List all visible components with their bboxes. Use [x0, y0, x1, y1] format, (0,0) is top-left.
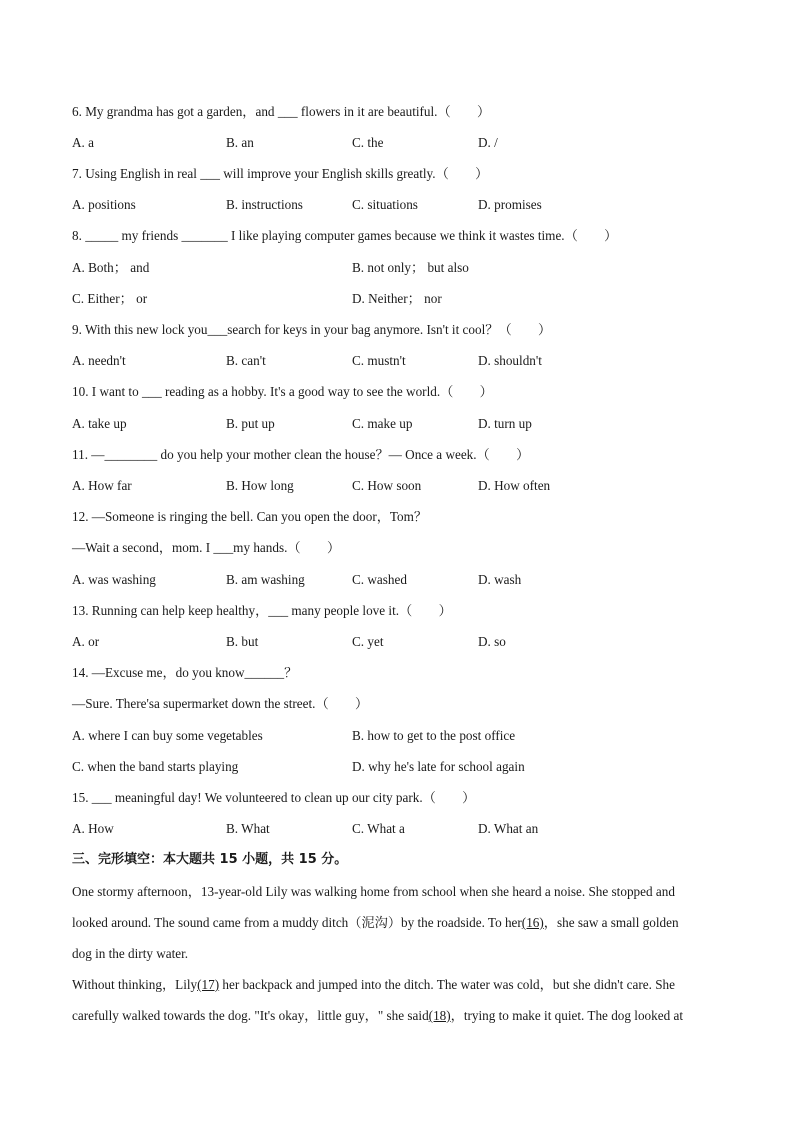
- question-9-options: [72, 353, 732, 369]
- option-c: C. when the band starts playing: [72, 759, 239, 774]
- option-b: B. instructions: [226, 197, 303, 212]
- question-12-stem: 12. —Someone is ringing the bell. Can you open the door，Tom？: [72, 509, 428, 524]
- option-c: C. What a: [352, 821, 405, 836]
- question-14-options-row1: [72, 728, 732, 744]
- option-d: D. wash: [478, 572, 522, 587]
- option-c: C. yet: [352, 634, 384, 649]
- option-b: B. can't: [226, 353, 266, 368]
- question-11-options: [72, 478, 732, 494]
- question-13-options: [72, 634, 732, 650]
- option-a: A. positions: [72, 197, 136, 212]
- question-7-options: [72, 197, 732, 213]
- option-b: B. How long: [226, 478, 294, 493]
- option-a: A. was washing: [72, 572, 156, 587]
- question-13-stem: 13. Running can help keep healthy，___ many people love it.（ ）: [72, 603, 452, 618]
- question-12-options: [72, 572, 732, 588]
- option-b: B. not only； but also: [352, 260, 469, 275]
- option-b: B. an: [226, 135, 254, 150]
- passage-text: ，she saw a small golden: [543, 915, 679, 930]
- passage-line: One stormy afternoon，13-year-old Lily was walking home from school when she heard a noise. She stopped and: [72, 884, 675, 899]
- option-d: D. why he's late for school again: [352, 759, 525, 774]
- option-a: A. take up: [72, 416, 127, 431]
- option-c: C. situations: [352, 197, 418, 212]
- option-c: C. mustn't: [352, 353, 406, 368]
- option-b: B. put up: [226, 416, 275, 431]
- passage-text: her backpack and jumped into the ditch. The water was cold，but she didn't care. She: [219, 977, 675, 992]
- option-d: D. so: [478, 634, 506, 649]
- option-c: C. Either； or: [72, 291, 148, 306]
- question-12-stem-reply: —Wait a second，mom. I ___my hands.（ ）: [72, 540, 341, 555]
- option-a: A. needn't: [72, 353, 126, 368]
- blank-17: (17): [197, 977, 220, 992]
- passage-line: dog in the dirty water.: [72, 946, 189, 961]
- question-11-stem: 11. —________ do you help your mother clean the house？— Once a week.（ ）: [72, 447, 530, 462]
- question-8-options-row1: [72, 260, 732, 276]
- option-c: C. make up: [352, 416, 413, 431]
- option-b: B. but: [226, 634, 259, 649]
- passage-text: Without thinking，Lily: [72, 977, 198, 992]
- option-b: B. What: [226, 821, 270, 836]
- question-8-options-row2: [72, 291, 732, 307]
- option-d: D. turn up: [478, 416, 532, 431]
- passage-line: [72, 915, 679, 931]
- option-b: B. how to get to the post office: [352, 728, 516, 743]
- passage-text: ，trying to make it quiet. The dog looked at: [450, 1008, 683, 1023]
- option-b: B. am washing: [226, 572, 305, 587]
- question-6-options: [72, 135, 732, 151]
- question-8-stem: 8. _____ my friends _______ I like playing computer games because we think it wastes time.（ ）: [72, 228, 618, 243]
- option-d: D. Neither； nor: [352, 291, 442, 306]
- option-c: C. How soon: [352, 478, 422, 493]
- option-d: D. promises: [478, 197, 542, 212]
- question-10-stem: 10. I want to ___ reading as a hobby. It's a good way to see the world.（ ）: [72, 384, 493, 399]
- question-14-options-row2: [72, 759, 732, 775]
- option-c: C. washed: [352, 572, 407, 587]
- option-a: A. How far: [72, 478, 132, 493]
- passage-line: [72, 977, 675, 993]
- question-14-stem: 14. —Excuse me，do you know______？: [72, 665, 298, 680]
- question-9-stem: 9. With this new lock you___search for keys in your bag anymore. Isn't it cool？（ ）: [72, 322, 552, 337]
- blank-16: (16): [521, 915, 544, 930]
- question-10-options: [72, 416, 732, 432]
- passage-text: carefully walked towards the dog. "It's okay，little guy，" she said: [72, 1008, 429, 1023]
- option-a: A. How: [72, 821, 114, 836]
- question-15-options: [72, 821, 732, 837]
- section-heading: 三、完形填空：本大题共 15 小题，共 15 分。: [72, 852, 348, 867]
- passage-line: [72, 1008, 683, 1024]
- option-c: C. the: [352, 135, 384, 150]
- option-d: D. /: [478, 135, 498, 150]
- question-7-stem: 7. Using English in real ___ will improve your English skills greatly.（ ）: [72, 166, 489, 181]
- question-14-stem-reply: —Sure. There'sa supermarket down the street.（ ）: [72, 696, 369, 711]
- blank-18: (18): [428, 1008, 451, 1023]
- option-d: D. shouldn't: [478, 353, 542, 368]
- option-a: A. Both； and: [72, 260, 150, 275]
- option-a: A. a: [72, 135, 94, 150]
- question-15-stem: 15. ___ meaningful day! We volunteered to clean up our city park.（ ）: [72, 790, 476, 805]
- question-6-stem: 6. My grandma has got a garden，and ___ flowers in it are beautiful.（ ）: [72, 104, 491, 119]
- option-a: A. where I can buy some vegetables: [72, 728, 263, 743]
- option-a: A. or: [72, 634, 100, 649]
- passage-text: looked around. The sound came from a muddy ditch（泥沟）by the roadside. To her: [72, 915, 522, 930]
- option-d: D. What an: [478, 821, 539, 836]
- option-d: D. How often: [478, 478, 551, 493]
